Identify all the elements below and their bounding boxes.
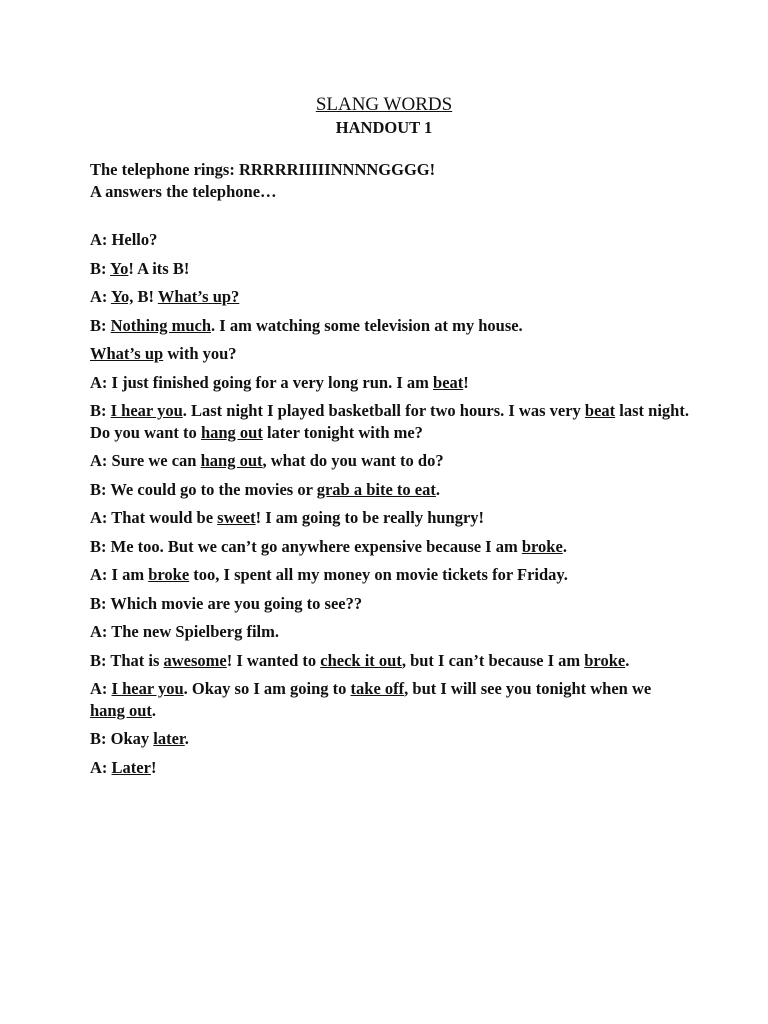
dialogue-text: A: I just finished going for a very long run. I am [90,372,434,392]
dialogue-text: . [625,650,630,670]
slang-term: hang out [90,700,152,720]
dialogue-text: A: That would be [90,508,218,527]
dialogue-text: B: We could go to the movies or [90,479,317,499]
slang-term: Nothing much [110,315,212,335]
dialogue-text: B: [90,401,111,420]
dialogue-text: A: [90,679,112,698]
dialogue-text: ! [150,757,157,777]
slang-term: sweet [217,508,256,527]
slang-term: I hear you [110,401,183,420]
slang-term: beat [584,401,616,420]
intro-block [90,159,690,202]
dialogue-text: , what do you want to do? [262,451,444,470]
dialogue-line [90,343,690,365]
dialogue-line [90,258,690,280]
dialogue-text: A: The new Spielberg film. [90,622,279,641]
dialogue-line [90,564,690,586]
dialogue-text: ! I am going to be really hungry! [255,508,485,527]
dialogue-text: B: Which movie are you going to see?? [90,593,363,613]
dialogue-line [90,536,690,558]
dialogue-text: A: Sure we can [90,451,201,470]
dialogue-line [90,400,690,443]
page-title: SLANG WORDS [315,94,453,115]
dialogue-text: ! I wanted to [226,650,321,670]
slang-term: Yo, [110,287,134,306]
dialogue-text: . [151,700,157,720]
dialogue-line [90,479,690,501]
slang-term: I hear you [111,679,184,698]
slang-term: take off [350,679,405,698]
dialogue-line [90,507,690,529]
dialogue-text: with you? [163,344,237,363]
slang-term: awesome [163,650,227,670]
dialogue-text: A: Hello? [90,230,158,249]
slang-term: hang out [200,422,263,442]
dialogue-text: . [435,479,440,499]
dialogue-text: A: [90,287,111,306]
slang-term: What’s up [90,344,164,363]
dialogue-text: , but I can’t because I am [401,650,585,670]
dialogue-text: B! [133,287,158,306]
dialogue-text: B: Okay [90,729,154,748]
dialogue-text: B: That is [90,650,164,670]
dialogue-text: . I am watching some television at my house. [211,315,523,335]
slang-term: hang out [200,451,263,470]
dialogue-line [90,229,690,251]
dialogue-line [90,678,690,721]
dialogue-text: B: [90,258,111,278]
dialogue-text: . [184,729,189,748]
dialogue-block [90,229,690,785]
dialogue-text: . Last night I played basketball for two hours. I was very [182,401,585,420]
dialogue-line [90,757,690,779]
dialogue-line [90,315,690,337]
dialogue-text: later tonight with me? [262,422,423,442]
dialogue-line [90,650,690,672]
dialogue-text: ! A its B! [128,258,190,278]
dialogue-line [90,450,690,472]
slang-term: grab a bite to eat [316,479,436,499]
slang-term: Yo [110,258,129,278]
dialogue-text: B: [90,315,111,335]
slang-term: later [153,729,185,748]
intro-line: A answers the telephone… [90,181,277,201]
slang-term: beat [433,372,464,392]
slang-term: broke [521,536,563,556]
slang-term: broke [584,650,626,670]
page-subtitle: HANDOUT 1 [335,118,433,137]
intro-line: The telephone rings: RRRRRIIIIINNNNGGGG! [90,160,436,179]
dialogue-text: B: Me too. But we can’t go anywhere expensive because I am [90,536,522,556]
dialogue-line [90,593,690,615]
slang-term: Later [111,757,151,777]
dialogue-text: ! [463,372,469,392]
dialogue-text: A: [90,757,112,777]
slang-term: broke [148,565,190,584]
dialogue-text: , but I will see you tonight when we [404,679,652,698]
slang-term: What’s up? [157,287,240,306]
dialogue-text: . Okay so I am going to [183,679,351,698]
slang-term: check it out [320,650,402,670]
dialogue-text: too, I spent all my money on movie tickets for Friday. [189,565,568,584]
dialogue-text: last night. Do you want to [90,401,689,442]
dialogue-text: . [562,536,567,556]
dialogue-text: A: I am [90,565,149,584]
dialogue-line [90,621,690,643]
dialogue-line [90,286,690,308]
dialogue-line [90,372,690,394]
dialogue-line [90,728,690,750]
